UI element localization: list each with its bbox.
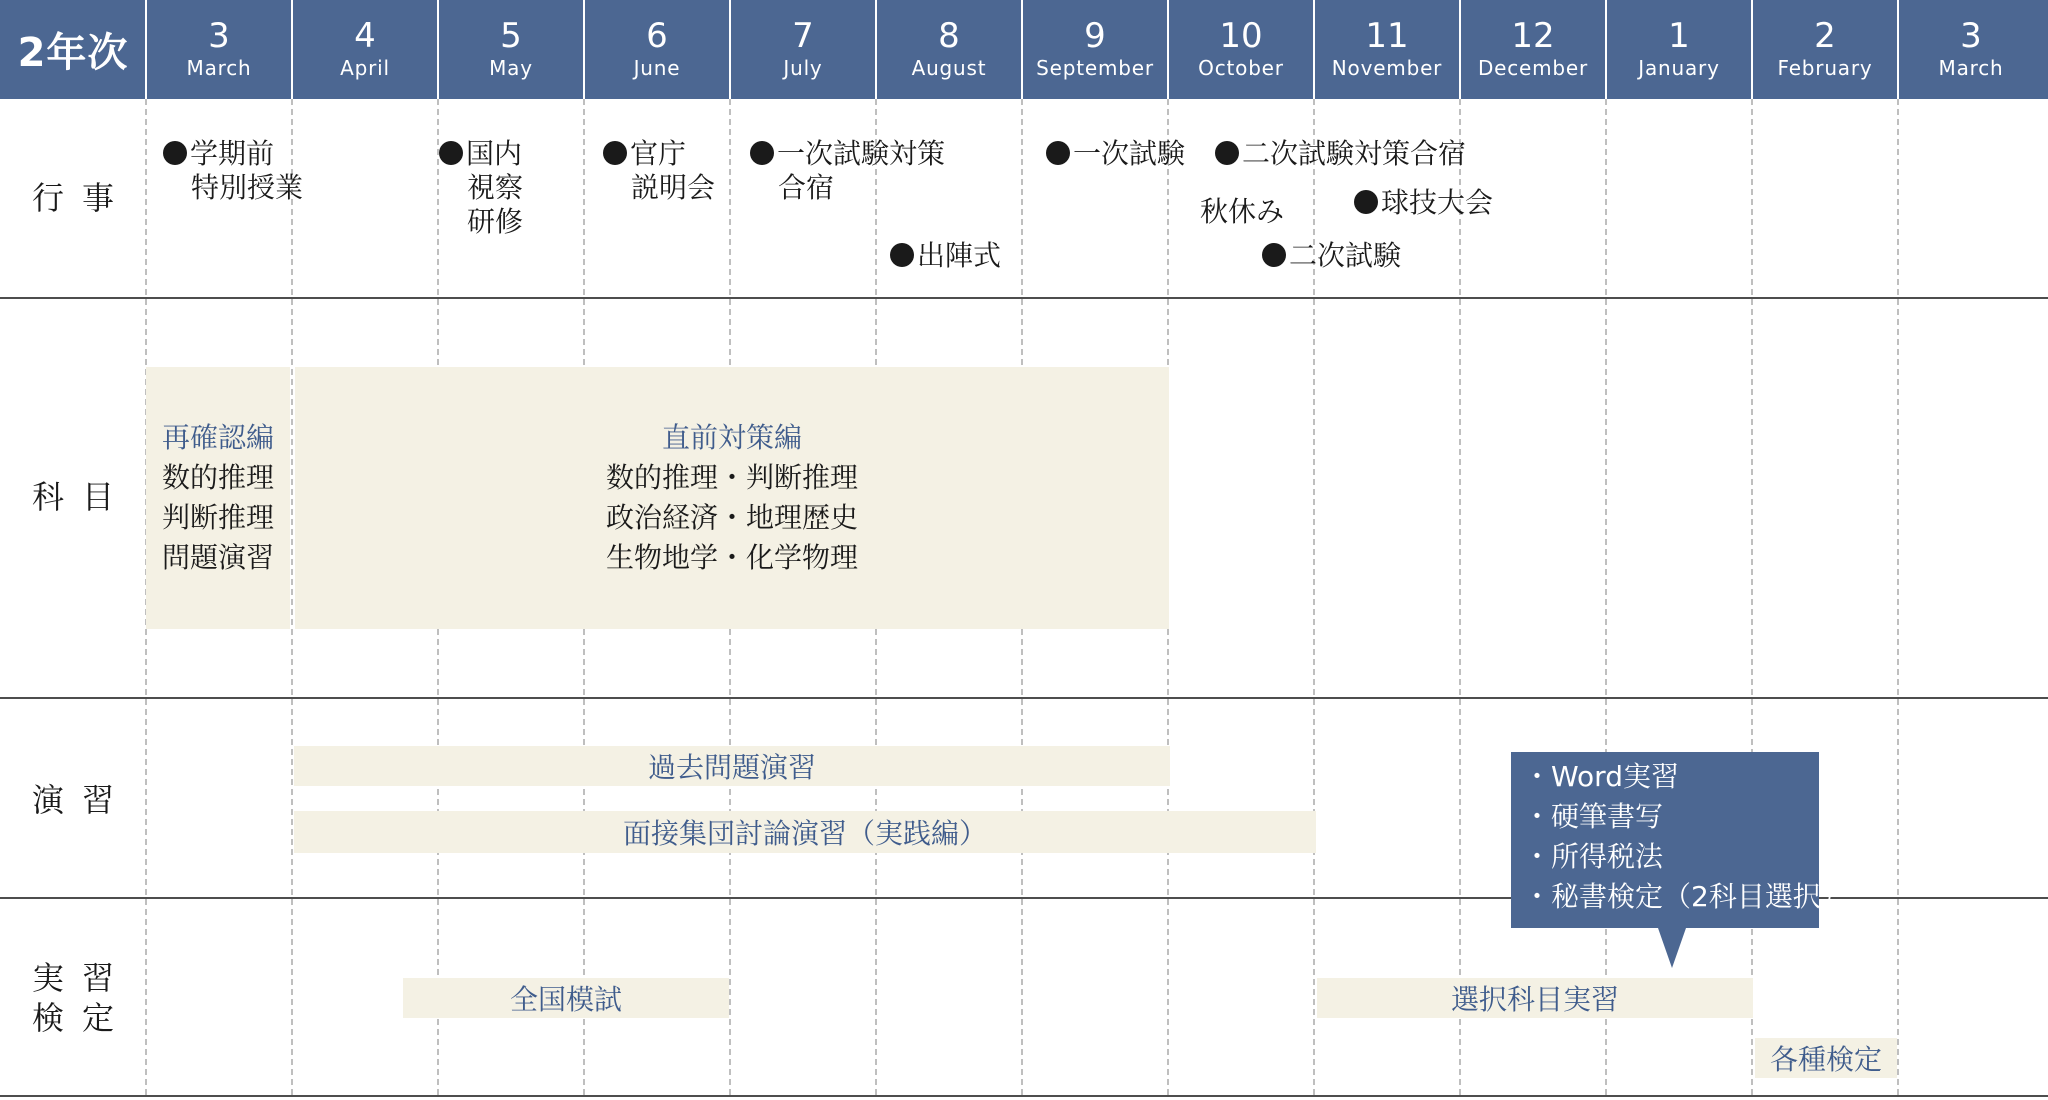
month-cell bbox=[730, 0, 876, 99]
month-number: 8 bbox=[938, 16, 960, 56]
header-separator bbox=[583, 0, 585, 99]
month-cell bbox=[292, 0, 438, 99]
subject-final-item: 政治経済・地理歴史 bbox=[605, 501, 858, 534]
month-gridline bbox=[1605, 99, 1607, 1095]
bullet-icon bbox=[1354, 190, 1378, 214]
event-government-briefing: 官庁 説明会 bbox=[603, 137, 715, 205]
month-name: January bbox=[1638, 56, 1720, 80]
event-send-off: 出陣式 bbox=[890, 239, 1001, 273]
subject-review-item: 数的推理 bbox=[161, 461, 274, 494]
month-cell bbox=[1314, 0, 1460, 99]
header-separator bbox=[1167, 0, 1169, 99]
header-separator bbox=[875, 0, 877, 99]
bullet-icon bbox=[1262, 243, 1286, 267]
month-cell bbox=[1460, 0, 1606, 99]
year-label: 2年次 bbox=[17, 30, 129, 76]
row-label-certification: 検定 bbox=[31, 999, 132, 1037]
month-name: December bbox=[1477, 56, 1589, 80]
bullet-icon bbox=[1215, 141, 1239, 165]
event-autumn-break: 秋休み bbox=[1200, 195, 1285, 228]
callout-item: ・秘書検定（2科目選択） bbox=[1523, 880, 1849, 913]
bullet-icon bbox=[890, 243, 914, 267]
event-domestic-tour: 国内 視察 研修 bbox=[439, 137, 523, 239]
event-second-exam: 二次試験 bbox=[1262, 239, 1401, 273]
month-cell bbox=[1606, 0, 1752, 99]
callout-item: ・硬筆書写 bbox=[1523, 800, 1664, 833]
month-number: 11 bbox=[1365, 16, 1409, 56]
callout-item: ・Word実習 bbox=[1523, 760, 1679, 793]
month-number: 3 bbox=[208, 16, 230, 56]
month-name: August bbox=[911, 56, 987, 80]
header-separator bbox=[1897, 0, 1899, 99]
month-number: 12 bbox=[1511, 16, 1555, 56]
subject-final-item: 数的推理・判断推理 bbox=[605, 461, 858, 494]
bullet-icon bbox=[1046, 141, 1070, 165]
month-name: March bbox=[1938, 56, 2004, 80]
month-name: June bbox=[633, 56, 681, 80]
month-cell bbox=[876, 0, 1022, 99]
header-separator bbox=[1751, 0, 1753, 99]
elective-callout bbox=[1511, 752, 1849, 928]
month-name: September bbox=[1036, 56, 1154, 80]
row-divider bbox=[0, 697, 2048, 699]
month-name: April bbox=[340, 56, 390, 80]
bullet-icon bbox=[163, 141, 187, 165]
row-label-exercises: 演習 bbox=[31, 781, 132, 819]
bar-interview-practice: 面接集団討論演習（実践編） bbox=[294, 811, 1316, 853]
month-number: 3 bbox=[1960, 16, 1982, 56]
event-first-exam: 一次試験 bbox=[1046, 137, 1185, 171]
month-name: March bbox=[186, 56, 252, 80]
month-name: July bbox=[783, 56, 823, 80]
header-separator bbox=[1459, 0, 1461, 99]
month-name: May bbox=[489, 56, 533, 80]
month-number: 1 bbox=[1668, 16, 1690, 56]
month-gridline bbox=[1751, 99, 1753, 1095]
month-cell bbox=[1168, 0, 1314, 99]
month-number: 2 bbox=[1814, 16, 1836, 56]
month-number: 9 bbox=[1084, 16, 1106, 56]
bullet-icon bbox=[439, 141, 463, 165]
month-number: 5 bbox=[500, 16, 522, 56]
month-name: February bbox=[1777, 56, 1873, 80]
subject-final-title: 直前対策編 bbox=[661, 421, 802, 454]
month-gridline bbox=[291, 99, 293, 1095]
subject-review-item: 問題演習 bbox=[161, 541, 274, 574]
header-separator bbox=[1021, 0, 1023, 99]
event-preterm: 学期前 特別授業 bbox=[163, 137, 303, 205]
month-number: 10 bbox=[1219, 16, 1263, 56]
month-cell bbox=[1898, 0, 2044, 99]
header-separator bbox=[291, 0, 293, 99]
header-separator bbox=[145, 0, 147, 99]
bar-past-exam-practice: 過去問題演習 bbox=[294, 746, 1170, 786]
row-label-practice: 実習 bbox=[31, 959, 132, 997]
month-number: 4 bbox=[354, 16, 376, 56]
month-header bbox=[0, 0, 2048, 99]
month-cell bbox=[1022, 0, 1168, 99]
subject-review-title: 再確認編 bbox=[161, 421, 274, 454]
month-number: 6 bbox=[646, 16, 668, 56]
header-separator bbox=[1313, 0, 1315, 99]
header-separator bbox=[729, 0, 731, 99]
event-first-exam-camp: 一次試験対策 合宿 bbox=[750, 137, 945, 205]
row-divider bbox=[0, 1095, 2048, 1097]
month-cell bbox=[584, 0, 730, 99]
month-name: November bbox=[1331, 56, 1443, 80]
header-separator bbox=[1605, 0, 1607, 99]
callout-item: ・所得税法 bbox=[1523, 840, 1664, 873]
bullet-icon bbox=[603, 141, 627, 165]
subject-review-item: 判断推理 bbox=[161, 501, 274, 534]
month-cell bbox=[438, 0, 584, 99]
month-number: 7 bbox=[792, 16, 814, 56]
bar-elective-practice: 選択科目実習 bbox=[1317, 978, 1753, 1018]
event-second-exam-camp: 二次試験対策合宿 bbox=[1215, 137, 1466, 171]
month-gridline bbox=[1459, 99, 1461, 1095]
row-label-events: 行事 bbox=[31, 179, 132, 217]
month-name: October bbox=[1198, 56, 1284, 80]
subject-final-item: 生物地学・化学物理 bbox=[605, 541, 858, 574]
row-divider bbox=[0, 297, 2048, 299]
bar-certifications: 各種検定 bbox=[1755, 1038, 1897, 1078]
month-cell bbox=[1752, 0, 1898, 99]
row-label-subjects: 科目 bbox=[31, 478, 132, 516]
bullet-icon bbox=[750, 141, 774, 165]
callout-pointer bbox=[1658, 928, 1686, 968]
month-gridline bbox=[1897, 99, 1899, 1095]
event-sports-day: 球技大会 bbox=[1354, 186, 1493, 220]
month-cell bbox=[146, 0, 292, 99]
bar-national-mock-exam: 全国模試 bbox=[403, 978, 729, 1018]
header-separator bbox=[437, 0, 439, 99]
